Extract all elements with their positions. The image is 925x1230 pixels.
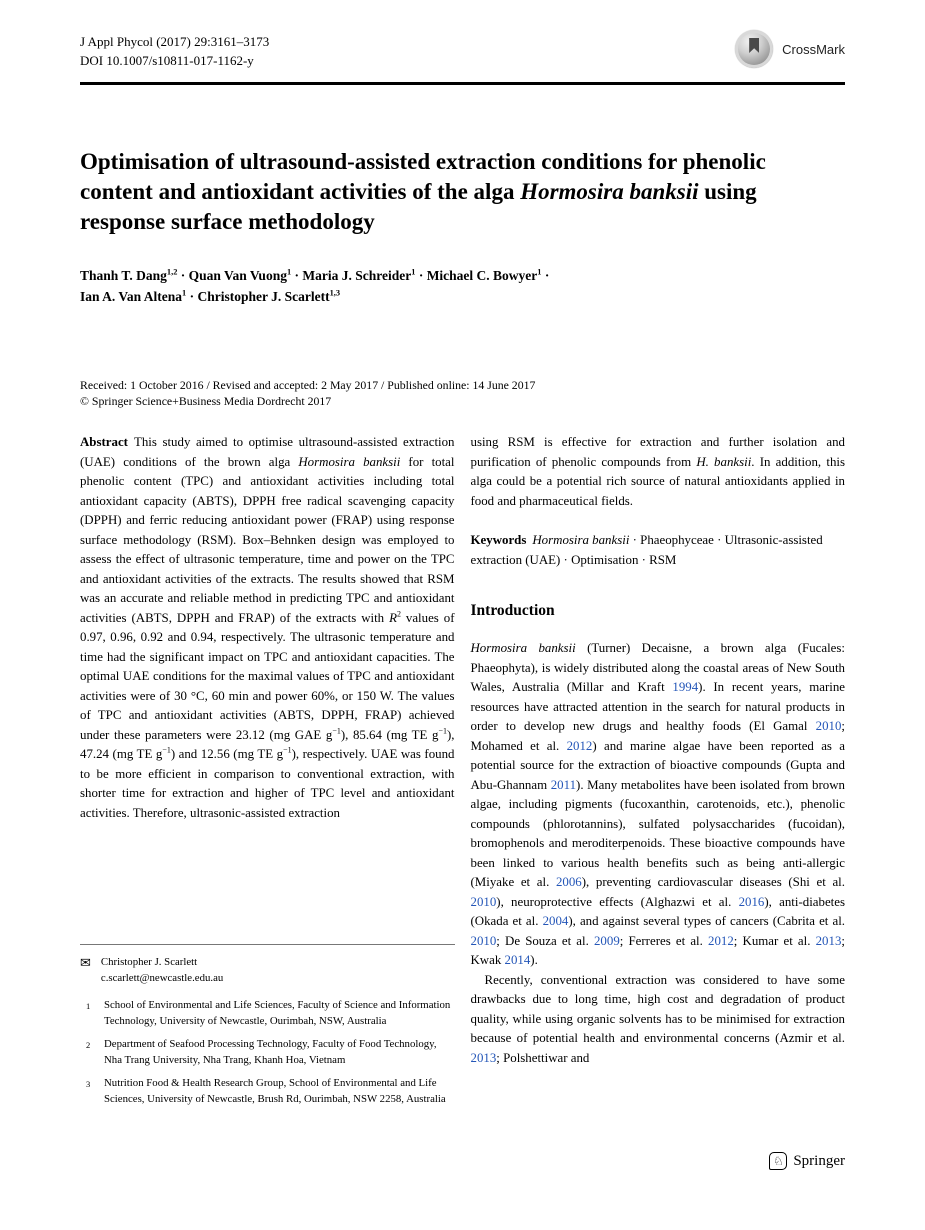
citation-link[interactable]: 2010: [815, 719, 842, 733]
citation-link[interactable]: 2014: [504, 953, 531, 967]
intro-paragraph-1: Hormosira banksii (Turner) Decaisne, a brown alga (Fucales: Phaeophyta), is widely distributed along the coastal areas of New South Wales, Australia (Millar and Kraft 1994). In recent years, marine resources have attracted attention in the search for natural products in order to develop new drugs and healthy foods (El Gamal 2010; Mohamed et al. 2012) and marine algae have been reported as a potential source for the extraction of bioactive compounds (Gupta and Abu-Ghannam 2011). Many metabolites have been isolated from brown algae, including pigments (fucoxanthin, carotenoids, etc.), phenolic compounds (phlorotannins), sulfated polysaccharides (fucoidan), bromophenols and meroditerpenoids. These bioactive compounds have been linked to various health benefits such as being anti-allergic (Miyake et al. 2006), preventing cardiovascular diseases (Shi et al. 2010), neuroprotective effects (Alghazwi et al. 2016), anti-diabetes (Okada et al. 2004), and against several types of cancers (Cabrita et al. 2010; De Souza et al. 2009; Ferreres et al. 2012; Kumar et al. 2013; Kwak 2014).: [470, 641, 845, 967]
citation-link[interactable]: 2010: [470, 933, 497, 948]
affiliation-3: [80, 1076, 455, 1107]
abstract-paragraph: Abstract This study aimed to optimise ultrasound-assisted extraction (UAE) conditions of the brown alga Hormosira banksii for total phenolic content (TPC) and antioxidant activities including total antioxidant capacity (ABTS), DPPH free radical scavenging capacity (DPPH) and ferric reducing antioxidant power (FRAP) using response surface methodology (RSM). Box–Behnken design was employed to assess the effect of ultrasonic temperature, time and power on the TPC and antioxidant activities of the extracts. The results showed that RSM was an accurate and reliable method in predicting TPC and antioxidant activities (ABTS, DPPH and FRAP) of the extracts with $R^2$ values of 0.97, 0.96, 0.92 and 0.94, respectively. The ultrasonic temperature and time had the significant impact on TPC and antioxidant capacities. The optimal UAE conditions for the maximal values of TPC and antioxidant activities were of 30 °C, 60 min and power 60%, or 150 W. The values of TPC and antioxidant activities (ABTS, DPPH, FRAP) achieved under these parameters were 23.12 (mg GAE $g^{-1}$), 85.64 (mg TE $g^{-1}$), 47.24 (mg TE $g^{-1}$) and 12.56 (mg TE $g^{-1}$), respectively. UAE was found to be more efficient in comparison to conventional extraction, with shorter time for extraction and higher of TPC level and antioxidant activities. Therefore, ultrasonic-assisted extraction: [80, 435, 455, 820]
header-rule: [80, 82, 845, 85]
citation-link[interactable]: 2012: [566, 738, 593, 753]
citation-link[interactable]: 2013: [815, 933, 842, 948]
affiliation-text: School of Environmental and Life Sciences, Faculty of Science and Information Technology, University of Newcastle, Ourimbah, NSW, Australia: [104, 999, 451, 1027]
affiliation-number: 3: [86, 1079, 91, 1089]
authors-line: Thanh T. Dang$^{1,2}$ · Quan Van Vuong$^1$ · Maria J. Schreider$^1$ · Michael C. Bowyer$^1$ · Ian A. Van Altena$^1$ · Christopher J. Scarlett$^{1,3}$: [80, 267, 550, 304]
envelope-icon: ✉: [80, 955, 91, 970]
crossmark-label: CrossMark: [782, 41, 845, 57]
bookmark-icon: [749, 38, 759, 53]
citation-link[interactable]: 1994: [672, 680, 699, 694]
section-heading-introduction: Introduction: [470, 602, 555, 619]
springer-wordmark: Springer: [793, 1152, 845, 1169]
footnotes: [80, 944, 455, 1115]
copyright-line: © Springer Science+Business Media Dordrecht 2017: [80, 394, 332, 408]
citation-link[interactable]: 2010: [470, 894, 497, 909]
affiliation-2: [80, 1037, 455, 1068]
crossmark-badge[interactable]: [735, 30, 845, 68]
publication-info: [80, 377, 845, 409]
abstract-continuation: using RSM is effective for extraction and further isolation and purification of phenolic compounds from H. banksii. In addition, this alga could be a potential rich source of natural antioxidants applied in food and pharmaceutical fields.: [470, 435, 845, 508]
affiliation-text: Nutrition Food & Health Research Group, School of Environmental and Life Sciences, University of Newcastle, Brush Rd, Ourimbah, NSW 2258, Australia: [104, 1077, 446, 1105]
correspondence-details: [101, 955, 223, 986]
right-column: [471, 433, 846, 1115]
doi: DOI 10.1007/s10811-017-1162-y: [80, 53, 254, 68]
springer-logo: [769, 1152, 845, 1170]
affiliation-text: Department of Seafood Processing Technology, Faculty of Food Technology, Nha Trang University, Nha Trang, Khanh Hoa, Vietnam: [104, 1038, 437, 1066]
crossmark-icon: [735, 30, 773, 68]
two-column-body: [80, 433, 845, 1115]
journal-meta: [80, 32, 269, 70]
intro-paragraph-2: Recently, conventional extraction was considered to have some drawbacks due to long time, high cost and degradation of product quality, while using organic solvents has to be minimised for extraction because of potential health and environmental concerns (Azmir et al. 2013; Polshettiwar and: [470, 972, 845, 1065]
correspondence: [80, 955, 455, 986]
citation-link[interactable]: 2016: [738, 894, 765, 909]
article-title: Optimisation of ultrasound-assisted extraction conditions for phenolic content and antioxidant activities of the alga Hormosira banksii using response surface methodology: [80, 149, 766, 234]
citation-link[interactable]: 2006: [555, 875, 582, 889]
citation-link[interactable]: 2013: [470, 1050, 497, 1065]
springer-horse-icon: ♘: [769, 1152, 787, 1170]
corresponding-author-email[interactable]: c.scarlett@newcastle.edu.au: [100, 971, 224, 984]
keywords-block: Keywords Hormosira banksii · Phaeophyceae · Ultrasonic-assisted extraction (UAE) · Optimisation · RSM: [470, 533, 823, 567]
left-column: [80, 433, 455, 1115]
page-header: [80, 0, 845, 70]
affiliation-number: 2: [86, 1040, 91, 1050]
received-line: Received: 1 October 2016 / Revised and accepted: 2 May 2017 / Published online: 14 June 2017: [80, 378, 536, 392]
journal-citation: J Appl Phycol (2017) 29:3161–3173: [80, 34, 270, 49]
citation-link[interactable]: 2011: [550, 777, 577, 792]
affiliation-number: 1: [86, 1001, 91, 1011]
affiliation-1: [80, 998, 455, 1029]
citation-link[interactable]: 2009: [593, 933, 620, 948]
citation-link[interactable]: 2004: [542, 914, 569, 928]
citation-link[interactable]: 2012: [708, 933, 734, 948]
corresponding-author-name: Christopher J. Scarlett: [100, 956, 198, 968]
